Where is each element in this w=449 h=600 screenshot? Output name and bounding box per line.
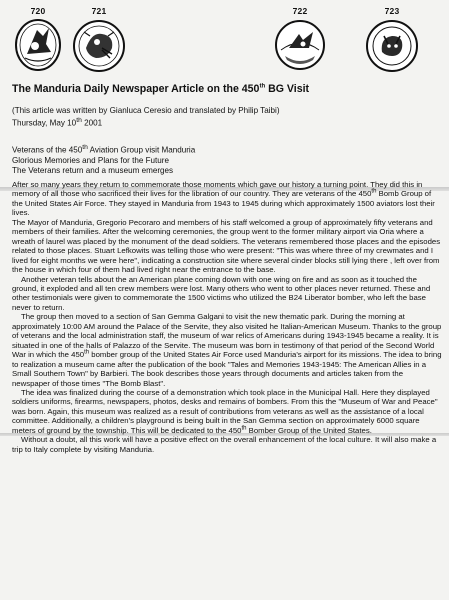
- date-superscript: th: [76, 117, 82, 124]
- emblem-720: [8, 6, 68, 72]
- headline-2: Glorious Memories and Plans for the Future: [12, 155, 169, 165]
- emblem-number: 722: [292, 6, 308, 16]
- emblem-722: [270, 6, 330, 72]
- paragraph-1-end: Bomb Group of the United States Air Force. They stayed in Manduria from 1943 to 1945 during which approximately 1500 aviators lost their lives.: [12, 189, 435, 218]
- article-title: [12, 83, 442, 95]
- paragraph-2: The Mayor of Manduria, Gregorio Pecoraro and members of his staff welcomed a group of approximately fifty veterans and members of their families. After the welcoming ceremonies, the group went to the former military airport via Oria where a wreath of laurel was placed by the monument of the dead soldiers. The veterans remembered those places and the episodes related to those places. Stuart Lefkowits was telling those who were present: "This was where three of my crewmates and I lived for eight months we were here", indicating a construction site where several cinder blocks still lying there , left over from the house in which four of them had lived right near the entrance to the base.: [12, 217, 441, 275]
- date-year: 2001: [81, 118, 103, 128]
- squadron-720-emblem-icon: [13, 18, 63, 72]
- paragraph-4-superscript: th: [84, 349, 90, 356]
- article-body: [12, 180, 442, 454]
- paragraph-5-superscript: th: [241, 425, 247, 432]
- headline-3: The Veterans return and a museum emerges: [12, 165, 174, 175]
- headline-1-text: Veterans of the 450: [12, 145, 83, 155]
- paragraph-4-text: The group then moved to a section of San Gemma Galgani to visit the new thematic park. During the morning at approximately 10:00 AM around the Palace of the Servite, they also visited he Italian-American Museum. Thanks to the group of veterans and the local administration staff, the museum of war relics of Americans during 1943-1945 became a reality. It is situated in one of the halls of Palazzo of the Servite. The museum was born in testimony of that period of the Second World War in which the 450: [12, 312, 442, 360]
- emblem-number: 721: [91, 6, 107, 16]
- squadron-721-emblem-icon: [72, 18, 126, 74]
- paragraph-4: [12, 312, 442, 388]
- paragraph-5-text: The idea was finalized during the course of a demonstration which took place in the Municipal Hall. Here they displayed soldiers uniforms, firearms, newspapers, photos, desks and remains of bombers. From this the "Museum of War and Peace" was born. Again, this museum was realized as a result of contributions from veterans as well as the assistance of a local committee. Additionally, a children's playground is being built in the San Gemma section on approximately 6000 square meters of ground by the township. This will be dedicated to the 450: [12, 387, 438, 435]
- title-text: The Manduria Daily Newspaper Article on the 450: [12, 83, 260, 95]
- squadron-emblem-strip: [0, 0, 449, 74]
- article-credit: [12, 106, 442, 129]
- headline-1: [12, 143, 442, 156]
- paragraph-5-end: Bomber Group of the United States.: [246, 425, 372, 435]
- paragraph-1-superscript: th: [371, 188, 377, 195]
- emblem-723: [362, 6, 422, 74]
- title-superscript: th: [259, 83, 266, 90]
- date-text: Thursday, May 10: [12, 118, 77, 128]
- article-headlines: [12, 143, 442, 176]
- translator-credit: (This article was written by Gianluca Ceresio and translated by Philip Taibi): [12, 106, 280, 115]
- squadron-722-emblem-icon: [273, 18, 327, 72]
- paragraph-1: [12, 180, 442, 218]
- emblem-number: 720: [30, 6, 46, 16]
- paragraph-4-end: bomber group of the United States Air Force used Manduria's airport for its missions. The idea to bring to realization a museum came after the publication of the book "Tales and Memories 1943-1945: The American Allies in a Small Southern Town" by Barbieri. The book describes those years through documents and articles taken from the newspaper of those times "The Bomb Blast".: [12, 350, 442, 388]
- paragraph-6: Without a doubt, all this work will have a positive effect on the overall enhancement of the local culture. It will also make a trip to Italy complete by visiting Manduria.: [12, 435, 437, 454]
- emblem-number: 723: [384, 6, 400, 16]
- paragraph-5: [12, 388, 442, 435]
- publication-date: [12, 116, 442, 129]
- squadron-723-emblem-icon: [364, 18, 420, 74]
- headline-1-end: Aviation Group visit Manduria: [87, 145, 196, 155]
- paragraph-1-text: After so many years they return to commemorate those moments which gave our history a turning point. They did this in memory of all those who sacrificed their lives for the libration of our country. They are veterans of the 450: [12, 180, 423, 199]
- title-text-end: BG Visit: [265, 83, 310, 95]
- headline-1-superscript: th: [82, 144, 88, 151]
- emblem-721: [69, 6, 129, 74]
- paragraph-3: Another veteran tells about the an American plane coming down with one wing on fire and as soon as it touched the ground, it exploded and all ten crew members were lost. Many others who went to other places never returned. These and other testimonials were given to commemorate the 1500 victims who utilized the B24 Liberator bomber, who left the base never to return.: [12, 274, 431, 312]
